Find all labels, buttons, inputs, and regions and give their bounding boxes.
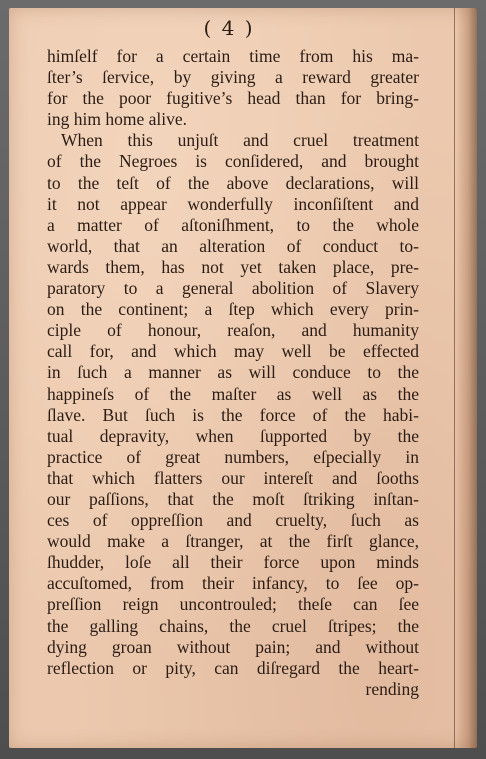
text-line: happineſs of the maſter as well as the (47, 383, 419, 404)
page-gutter (454, 8, 477, 748)
text-line: would make a ſtranger, at the firſt glance, (47, 531, 419, 552)
paragraph-continuation (47, 46, 419, 130)
text-line: dying groan without pain; and without (47, 636, 419, 657)
text-line: himſelf for a certain time from his ma- (47, 46, 419, 66)
text-line: ing him home alive. (47, 109, 187, 130)
text-line: ſlave. But ſuch is the force of the habi- (47, 404, 419, 425)
text-line: ſter’s ſervice, by giving a reward greater (47, 67, 419, 88)
text-line: When this unjuſt and cruel treatment (61, 130, 419, 151)
text-line: wards them, has not yet taken place, pre- (47, 256, 419, 277)
text-line: the galling chains, the cruel ſtripes; the (47, 615, 419, 636)
text-line: practice of great numbers, eſpecially in (47, 446, 419, 467)
text-line: that which flatters our intereſt and ſooths (47, 467, 419, 488)
text-line: of the Negroes is conſidered, and brought (47, 151, 419, 172)
text-line: a matter of aſtoniſhment, to the whole (47, 214, 419, 235)
text-line: our paſſions, that the moſt ſtriking inſtan- (47, 488, 419, 509)
text-line: to the teſt of the above declarations, will (47, 172, 419, 193)
page-number-header: ( 4 ) (203, 16, 255, 40)
text-line: ces of oppreſſion and cruelty, ſuch as (47, 510, 419, 531)
text-line: call for, and which may well be effected (47, 341, 419, 362)
catchword: rending (365, 678, 419, 699)
text-line: accuſtomed, from their infancy, to ſee op- (47, 573, 419, 594)
text-line: world, that an alteration of conduct to- (47, 235, 419, 256)
text-line: reflection or pity, can diſregard the heart- (47, 657, 419, 678)
text-line: for the poor fugitive’s head than for bring- (47, 88, 419, 109)
text-line: in ſuch a manner as will conduce to the (47, 362, 419, 383)
text-line: paratory to a general abolition of Slavery (47, 278, 419, 299)
text-line: preſſion reign uncontrouled; theſe can ſee (47, 594, 419, 615)
text-line: tual depravity, when ſupported by the (47, 425, 419, 446)
text-line: ſhudder, loſe all their force upon minds (47, 552, 419, 573)
text-line: it not appear wonderfully inconſiſtent and (47, 193, 419, 214)
text-line: on the continent; a ſtep which every prin- (47, 299, 419, 320)
book-page (9, 8, 477, 748)
paragraph-main (47, 130, 419, 678)
text-line: ciple of honour, reaſon, and humanity (47, 320, 419, 341)
page-text (47, 46, 419, 700)
